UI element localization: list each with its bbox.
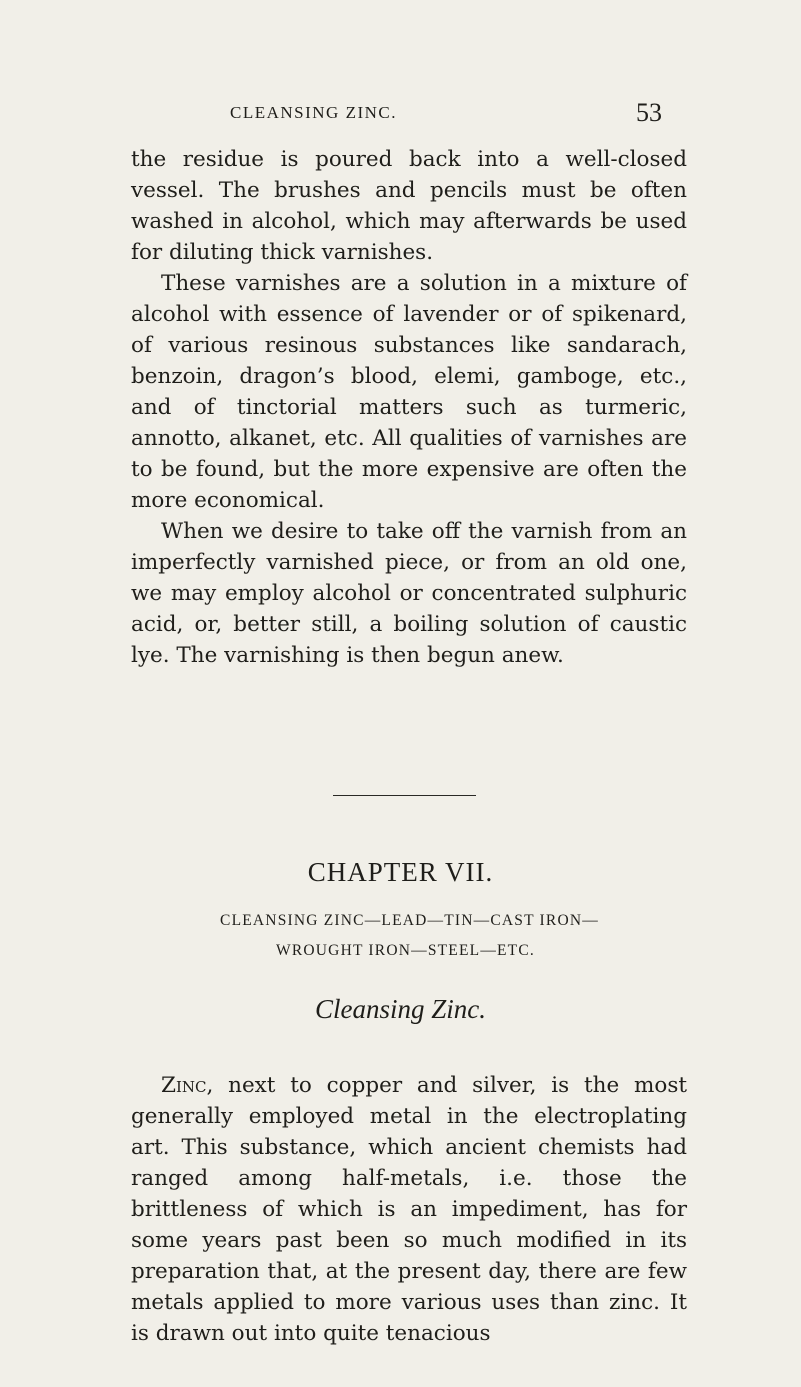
paragraph — [131, 1070, 687, 1349]
continued-text-block — [131, 144, 687, 671]
lead-word: Zinc, — [161, 1073, 214, 1098]
section-title: Cleansing Zinc. — [314, 994, 486, 1024]
paragraph: the residue is poured back into a well-closed vessel. The brushes and pencils must be often washed in alcohol, which may afterwards be used for diluting thick varnishes. — [131, 147, 687, 265]
paragraph-text: next to copper and silver, is the most generally employed metal in the electroplating art. This substance, which ancient chemists had ranged among half-metals, i.e. those the brittleness of which is an impediment, has for some years past been so much modified in its preparation that, at the present day, there are few metals applied to more various uses than zinc. It is drawn out into quite tenacious — [131, 1073, 687, 1346]
chapter-divider-rule — [333, 795, 476, 796]
section-text-block — [131, 1070, 687, 1349]
paragraph: These varnishes are a solution in a mixture of alcohol with essence of lavender or of spikenard, of various resinous substances like sandarach, benzoin, dragon’s blood, elemi, gamboge, etc., and of tinctorial matters such as turmeric, annotto, alkanet, etc. All qualities of varnishes are to be found, but the more expensive are often the more economical. — [131, 271, 687, 513]
chapter-contents-line: WROUGHT IRON—STEEL—ETC. — [276, 942, 535, 959]
paragraph: When we desire to take off the varnish from an imperfectly varnished piece, or from an old one, we may employ alcohol or concentrated sulphuric acid, or, better still, a boiling solution of caustic lye. The varnishing is then begun anew. — [131, 519, 687, 668]
chapter-heading: CHAPTER VII. — [307, 857, 494, 887]
page-number: 53 — [636, 98, 662, 127]
running-head: CLEANSING ZINC. — [230, 103, 397, 122]
chapter-contents-line: CLEANSING ZINC—LEAD—TIN—CAST IRON— — [220, 912, 599, 929]
